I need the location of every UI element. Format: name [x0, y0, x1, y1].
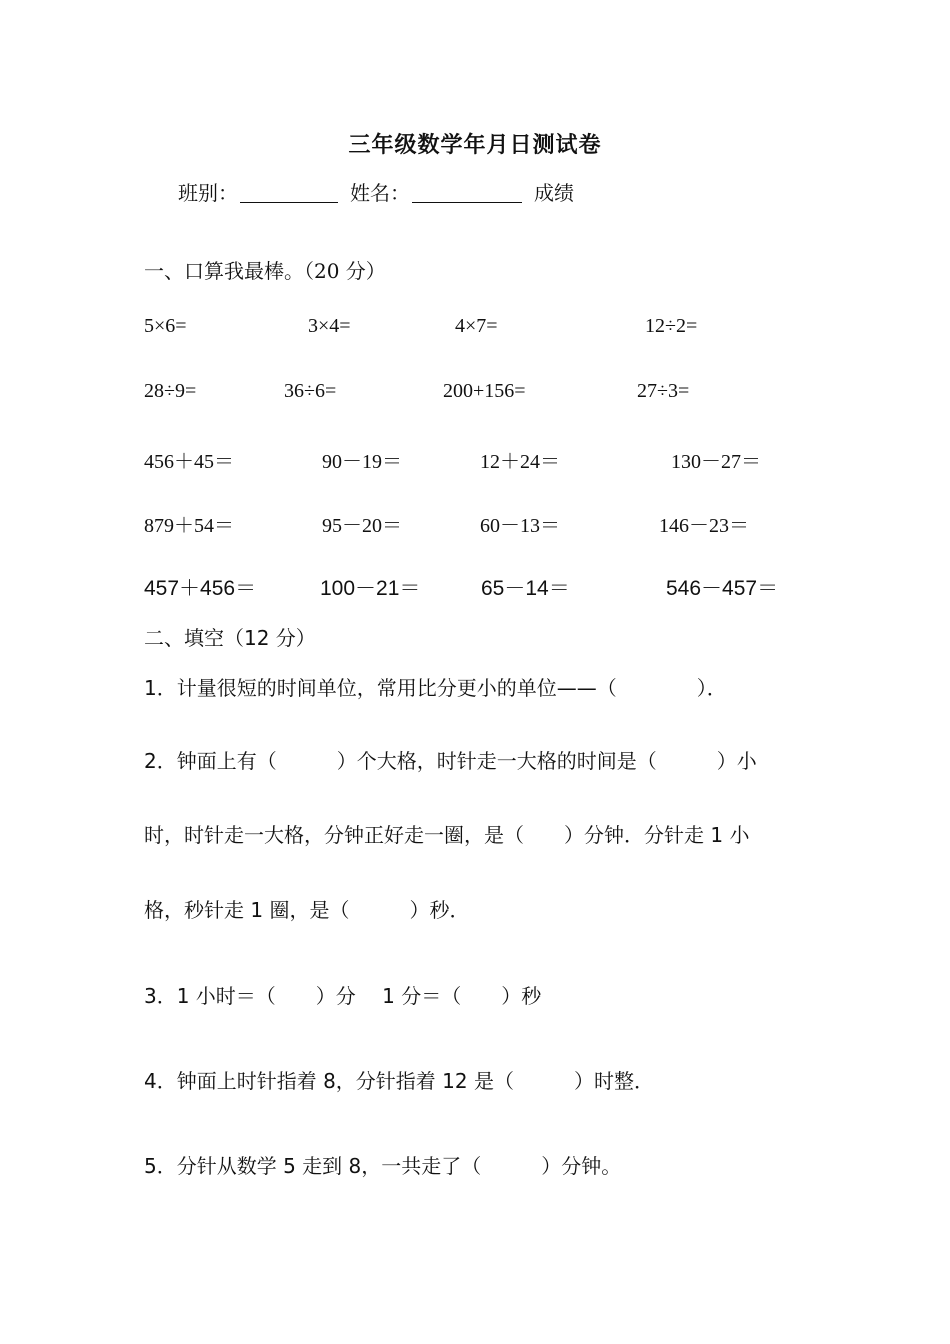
- calc-item: 200+156=: [443, 380, 526, 402]
- calc-item: 27÷3=: [637, 380, 690, 402]
- calc-item: 12÷2=: [645, 315, 698, 337]
- calc-item: 65－14＝: [481, 577, 570, 600]
- section-1-heading: 一、口算我最棒。（20 分）: [144, 259, 386, 283]
- question-2-line-1: 2．钟面上有（ ）个大格，时针走一大格的时间是（ ）小: [144, 749, 757, 773]
- calc-item: 12＋24＝: [480, 451, 560, 473]
- page-title: 三年级数学年月日测试卷: [348, 132, 602, 158]
- calc-item: 90－19＝: [322, 451, 402, 473]
- calc-item: 879＋54＝: [144, 515, 234, 537]
- calc-item: 456＋45＝: [144, 451, 234, 473]
- calc-item: 28÷9=: [144, 380, 197, 402]
- question-1: 1．计量很短的时间单位，常用比分更小的单位——（ ）．: [144, 676, 727, 700]
- calc-item: 3×4=: [308, 315, 351, 337]
- calc-item: 457＋456＝: [144, 577, 257, 600]
- name-blank[interactable]: [412, 180, 522, 203]
- calc-item: 100－21＝: [320, 577, 421, 600]
- question-4: 4．钟面上时针指着 8，分针指着 12 是（ ）时整．: [144, 1069, 654, 1093]
- calc-item: 36÷6=: [284, 380, 337, 402]
- calc-item: 146－23＝: [659, 515, 749, 537]
- calc-item: 130－27＝: [671, 451, 761, 473]
- question-2-line-2: 时，时针走一大格，分钟正好走一圈，是（ ）分钟．分针走 1 小: [144, 823, 750, 847]
- class-blank[interactable]: [240, 180, 338, 203]
- student-info-row: [178, 177, 574, 206]
- calc-item: 546－457＝: [666, 577, 779, 600]
- section-2-heading: 二、填空（12 分）: [144, 626, 316, 650]
- name-label: 姓名：: [350, 181, 410, 205]
- question-5: 5．分针从数学 5 走到 8，一共走了（ ）分钟。: [144, 1154, 622, 1178]
- calc-item: 5×6=: [144, 315, 187, 337]
- score-label: 成绩: [534, 181, 574, 205]
- class-label: 班别：: [178, 181, 238, 205]
- calc-item: 4×7=: [455, 315, 498, 337]
- calc-item: 60－13＝: [480, 515, 560, 537]
- calc-item: 95－20＝: [322, 515, 402, 537]
- question-3: 3．1 小时＝（ ）分 1 分＝（ ）秒: [144, 984, 542, 1008]
- question-2-line-3: 格，秒针走 1 圈，是（ ）秒．: [144, 898, 470, 922]
